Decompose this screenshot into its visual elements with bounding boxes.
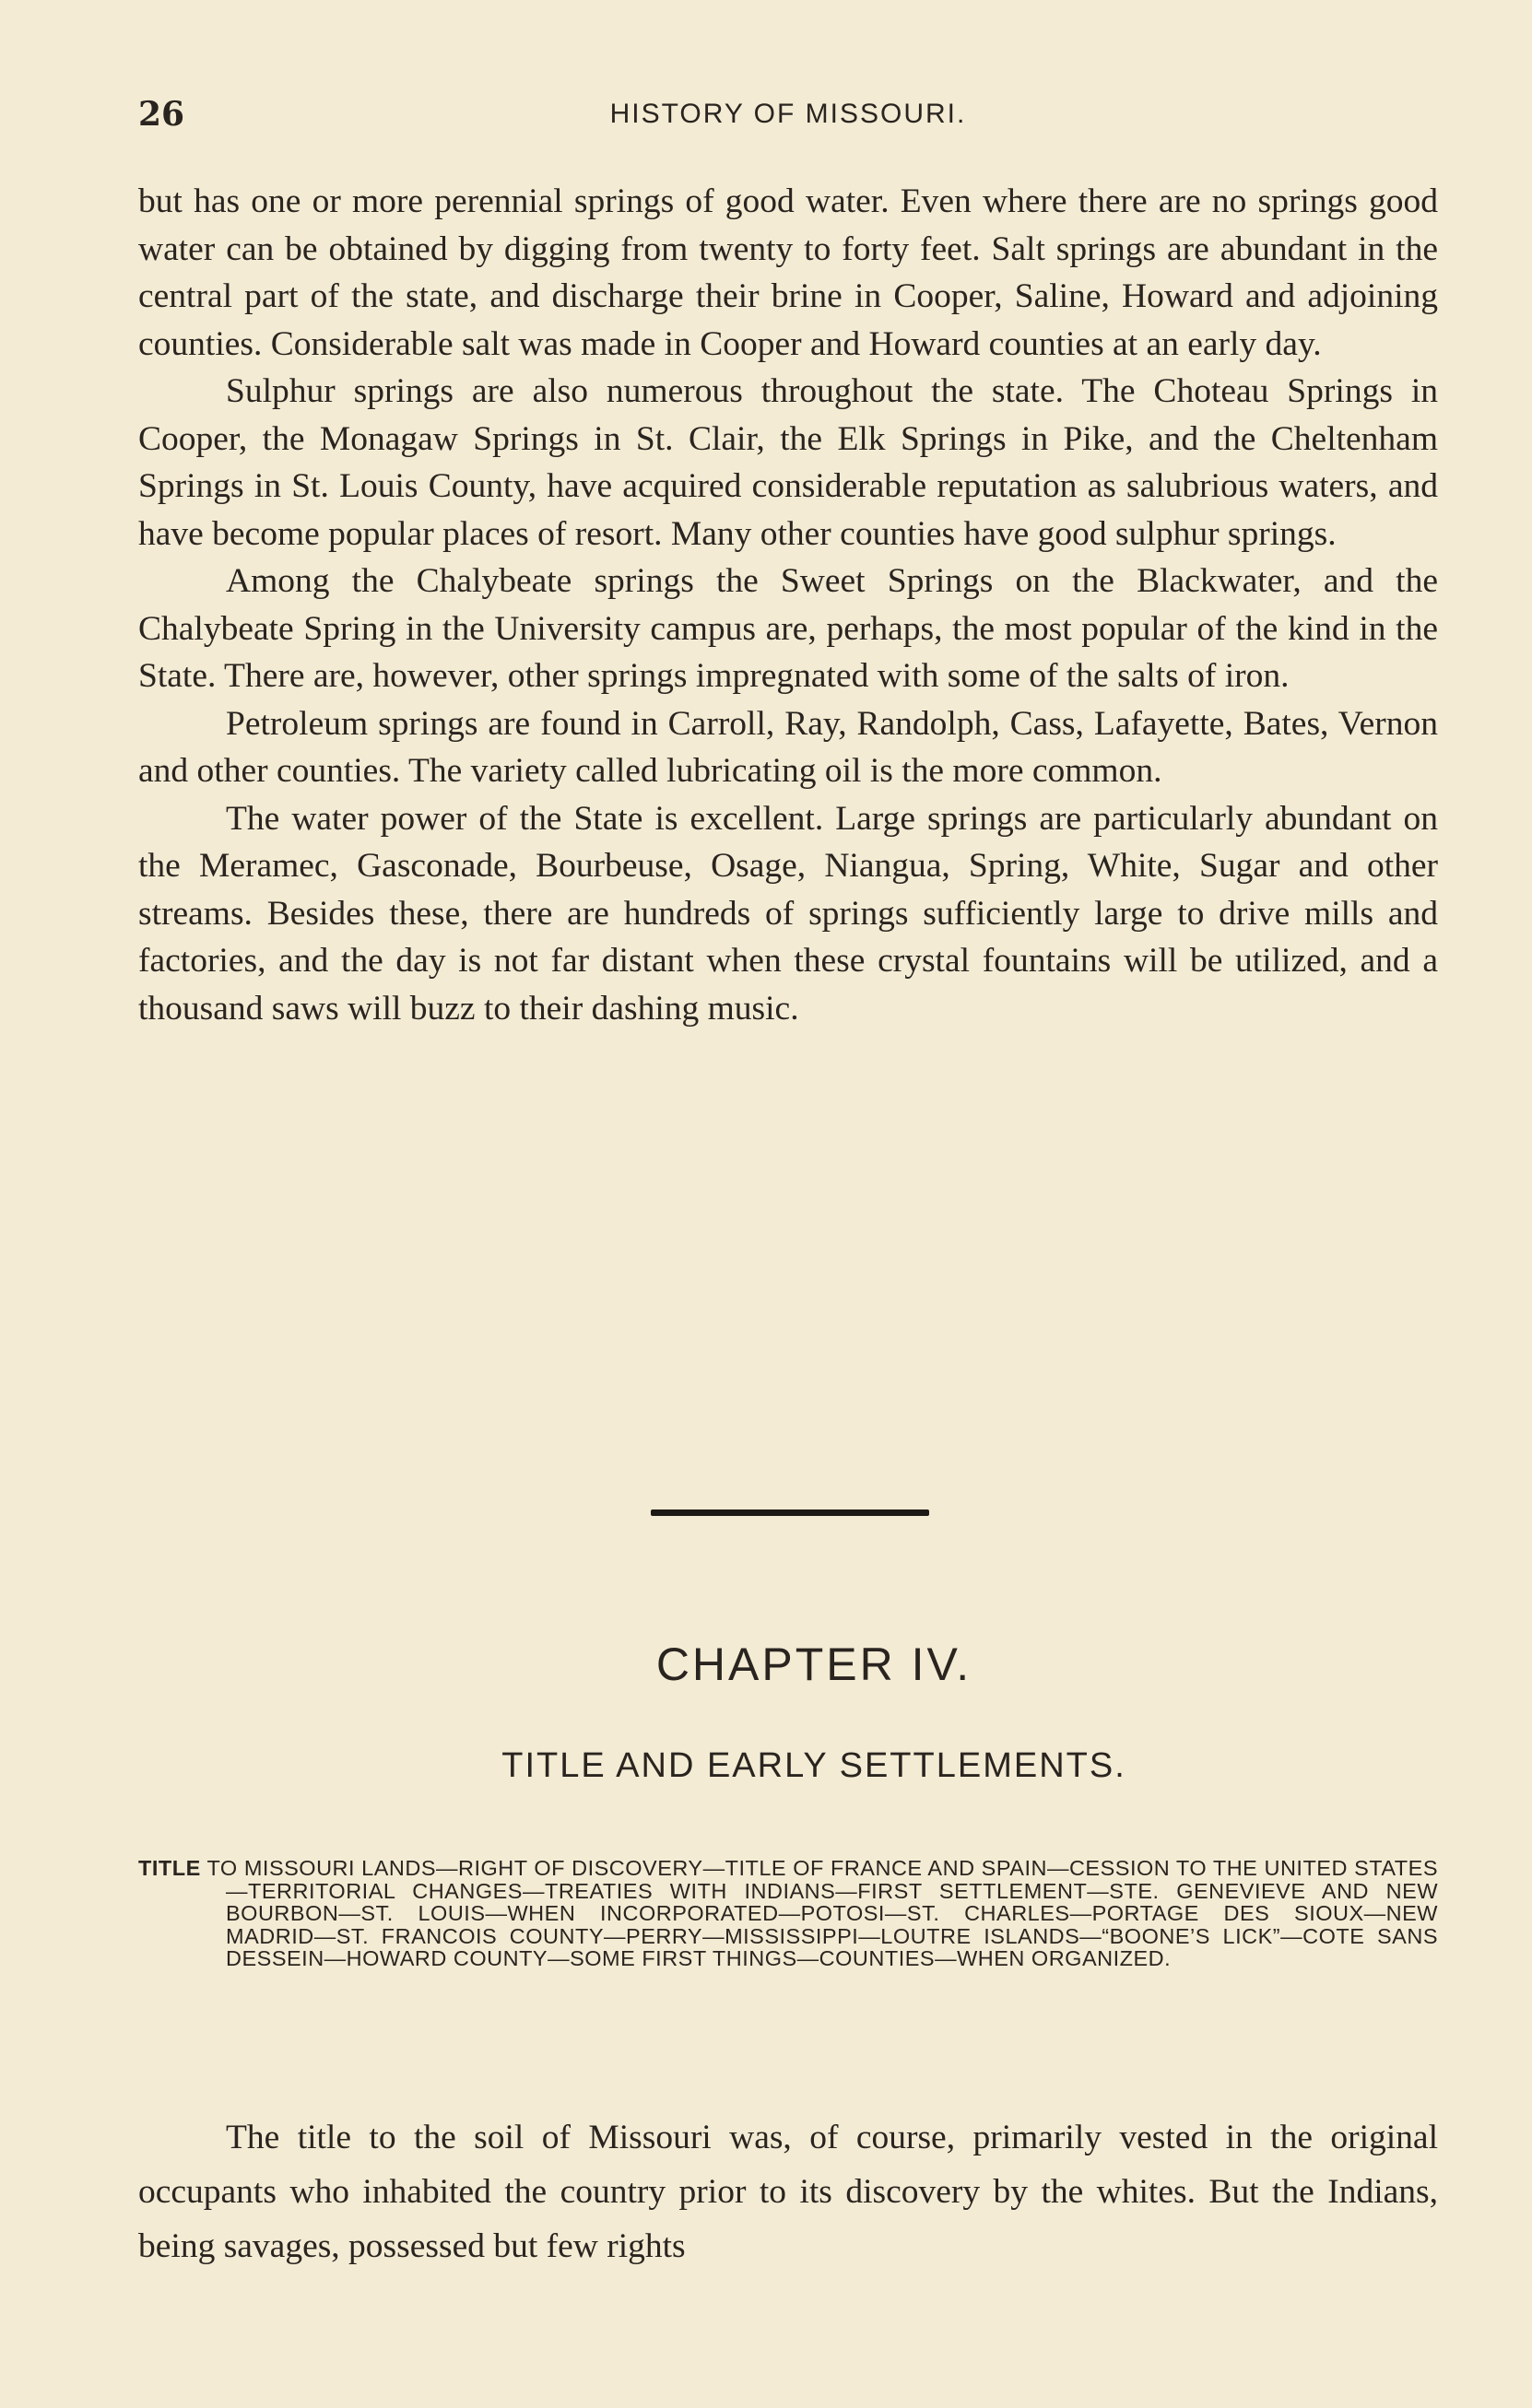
synopsis-text: TO MISSOURI LANDS—RIGHT OF DISCOVERY—TITLE OF FRANCE AND SPAIN—CESSION TO THE UNITED STATES—TERRITORIAL CHANGES—TREATIES WITH INDIANS—FIRST SETTLEMENT—STE. GENEVIEVE AND NEW BOURBON—ST. LOUIS—WHEN INCORPORATED—POTOSI—ST. CHARLES—PORTAGE DES SIOUX—NEW MADRID—ST. FRANCOIS COUNTY—PERRY—MISSISSIPPI—LOUTRE ISLANDS—“BOONE’S LICK”—COTE SANS DESSEIN—HOWARD COUNTY—SOME FIRST THINGS—COUNTIES—WHEN ORGANIZED. [206, 1856, 1438, 1970]
body-text [138, 178, 1438, 1032]
chapter-heading: CHAPTER IV. [655, 1639, 972, 1690]
paragraph-sulphur-springs: Sulphur springs are also numerous throughout the state. The Choteau Springs in Cooper, the Monagaw Springs in St. Clair, the Elk Springs in Pike, and the Cheltenham Springs in St. Louis County, have acquired considerable reputation as salubrious waters, and have become popular places of resort. Many other counties have good sulphur springs. [138, 372, 1438, 553]
chapter-title: TITLE AND EARLY SETTLEMENTS. [501, 1746, 1126, 1785]
running-head [138, 95, 1438, 135]
paragraph-petroleum-springs: Petroleum springs are found in Carroll, Ray, Randolph, Cass, Lafayette, Bates, Vernon and other counties. The variety called lubricating oil is the more common. [138, 704, 1438, 790]
running-title: HISTORY OF MISSOURI. [609, 99, 967, 129]
synopsis-label: TITLE [138, 1856, 201, 1880]
closing-text [138, 2110, 1438, 2273]
page-number: 26 [138, 95, 185, 134]
chapter-synopsis [138, 1857, 1438, 1970]
paragraph-chalybeate-springs: Among the Chalybeate springs the Sweet Springs on the Blackwater, and the Chalybeate Spring in the University campus are, perhaps, the most popular of the kind in the State. There are, however, other springs impregnated with some of the salts of iron. [138, 562, 1438, 695]
paragraph-water-power: The water power of the State is excellent. Large springs are particularly abundant on the Meramec, Gasconade, Bourbeuse, Osage, Niangua, Spring, White, Sugar and other streams. Besides these, there are hundreds of springs sufficiently large to drive mills and factories, and the day is not far distant when these crystal fountains will be utilized, and a thousand saws will buzz to their dashing music. [138, 799, 1438, 1028]
paragraph-title-to-soil: The title to the soil of Missouri was, of course, primarily vested in the original occupants who inhabited the country prior to its discovery by the whites. But the Indians, being savages, possessed but few rights [138, 2119, 1438, 2265]
paragraph-springs-water: but has one or more perennial springs of good water. Even where there are no springs good water can be obtained by digging from twenty to forty feet. Salt springs are abundant in the central part of the state, and discharge their brine in Cooper, Saline, Howard and adjoining counties. Considerable salt was made in Cooper and Howard counties at an early day. [138, 182, 1438, 363]
section-divider [651, 1509, 929, 1516]
